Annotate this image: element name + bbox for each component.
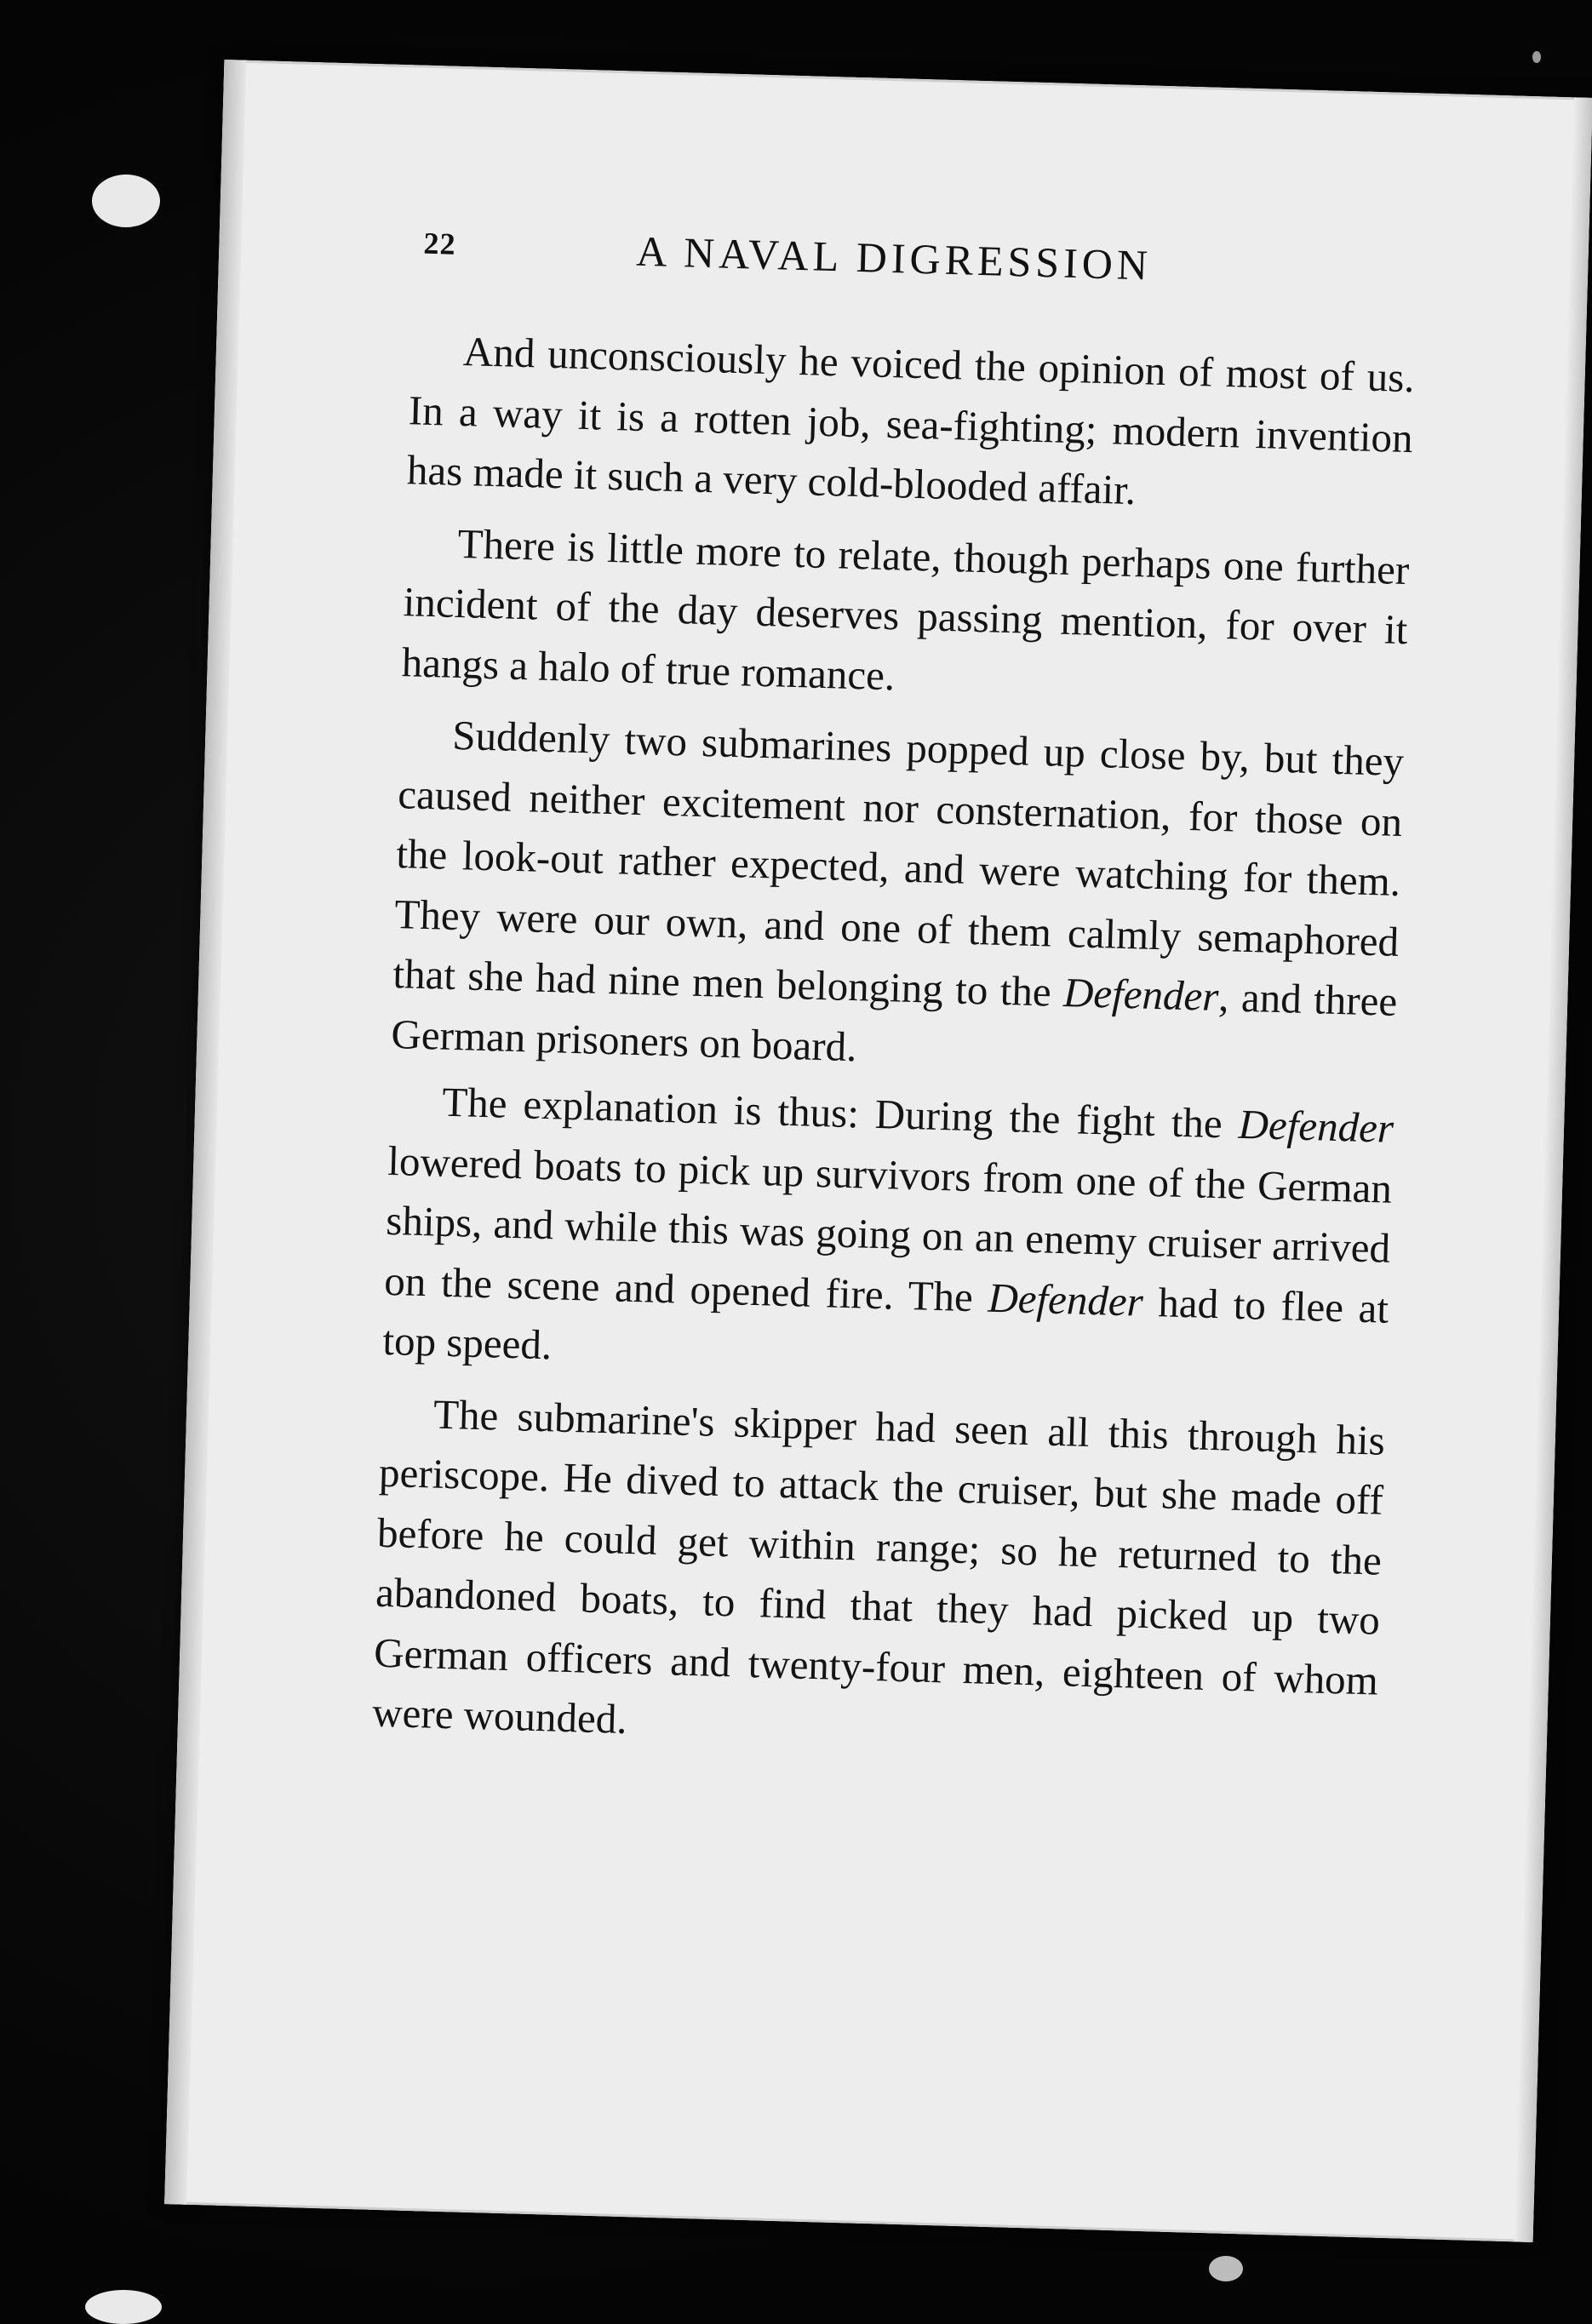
paragraph-5: The submarine's skipper had seen all this through his periscope. He dived to attack the cruiser, but she made off before he could get within range; so he returned to the abandoned boats, to find that they had picked up two German officers and twenty-four men, eighteen of whom were wounded. bbox=[371, 1390, 1386, 1743]
ship-name-italic: Defender bbox=[1237, 1100, 1394, 1152]
ship-name-italic: Defender bbox=[987, 1274, 1144, 1325]
page-number: 22 bbox=[423, 226, 457, 261]
paragraph-4-text: The explanation is thus: During the fight the bbox=[441, 1078, 1240, 1148]
body-text bbox=[371, 320, 1415, 1777]
ship-name-italic: Defender bbox=[1062, 969, 1220, 1021]
paragraph-4 bbox=[382, 1071, 1394, 1399]
dust-speck bbox=[1532, 51, 1541, 63]
paragraph-3-text-end: , and three German prisoners on board. bbox=[390, 973, 1398, 1070]
dust-speck bbox=[1209, 2256, 1243, 2281]
dust-speck bbox=[92, 175, 160, 227]
paragraph-1: And unconsciously he voiced the opinion of most of us. In a way it is a rotten job, sea-fighting; modern invention has made it such a very cold-blooded affair. bbox=[406, 328, 1416, 514]
paragraph-2: There is little more to relate, though perhaps one further incident of the day deserves passing mention, for over it hangs a halo of true romance. bbox=[401, 519, 1411, 699]
paragraph-4-text-mid: lowered boats to pick up survivors from one of the German ships, and while this was going on an enemy cruiser arrived on the scene and opened fire. The bbox=[383, 1136, 1393, 1321]
book-page bbox=[164, 60, 1592, 2242]
dust-speck bbox=[85, 2290, 162, 2324]
running-title: A NAVAL DIGRESSION bbox=[635, 226, 1153, 289]
paragraph-4-text-end: had to flee at top speed. bbox=[381, 1278, 1389, 1369]
paragraph-3 bbox=[391, 704, 1405, 1092]
page-header bbox=[422, 226, 1275, 309]
paragraph-3-text: Suddenly two submarines popped up close by, but they caused neither excitement nor consternation, for those on the look-out rather expected, and were watching for them. They were our own, and one of them calmly semaphored that she had nine men belonging to the bbox=[392, 711, 1405, 1016]
